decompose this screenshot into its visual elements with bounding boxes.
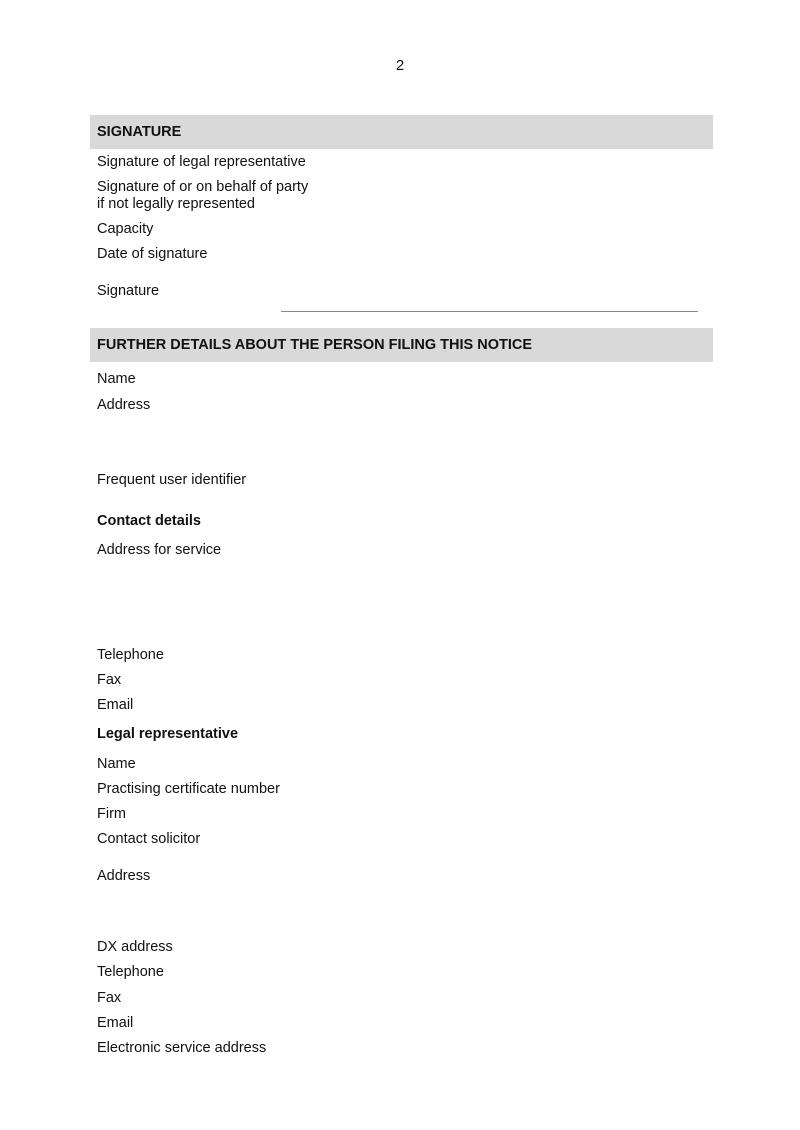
legal-rep-signature-label: Signature of legal representative	[97, 154, 306, 170]
electronic-service-address-label: Electronic service address	[97, 1040, 267, 1056]
contact-solicitor-label: Contact solicitor	[97, 831, 201, 847]
filer-address-label: Address	[97, 397, 151, 413]
party-signature-label-line2: if not legally represented	[97, 196, 255, 212]
signature-section-header: SIGNATURE	[90, 115, 713, 149]
practising-certificate-label: Practising certificate number	[97, 781, 280, 797]
firm-label: Firm	[97, 806, 126, 822]
legal-rep-address-label: Address	[97, 868, 151, 884]
legal-rep-telephone-label: Telephone	[97, 964, 164, 980]
address-for-service-label: Address for service	[97, 542, 222, 558]
date-of-signature-label: Date of signature	[97, 246, 208, 262]
contact-fax-label: Fax	[97, 672, 122, 688]
contact-email-label: Email	[97, 697, 134, 713]
contact-details-heading: Contact details	[97, 513, 201, 529]
legal-rep-email-label: Email	[97, 1015, 134, 1031]
signature-line[interactable]	[281, 311, 698, 312]
signature-label: Signature	[97, 283, 160, 299]
legal-rep-name-label: Name	[97, 756, 136, 772]
capacity-label: Capacity	[97, 221, 154, 237]
frequent-user-identifier-label: Frequent user identifier	[97, 472, 247, 488]
party-signature-label-line1: Signature of or on behalf of party	[97, 179, 309, 195]
contact-telephone-label: Telephone	[97, 647, 164, 663]
filer-name-label: Name	[97, 371, 136, 387]
legal-representative-heading: Legal representative	[97, 726, 239, 742]
dx-address-label: DX address	[97, 939, 173, 955]
legal-rep-fax-label: Fax	[97, 990, 122, 1006]
page-number: 2	[395, 57, 405, 74]
further-details-section-header: FURTHER DETAILS ABOUT THE PERSON FILING THIS NOTICE	[90, 328, 713, 362]
